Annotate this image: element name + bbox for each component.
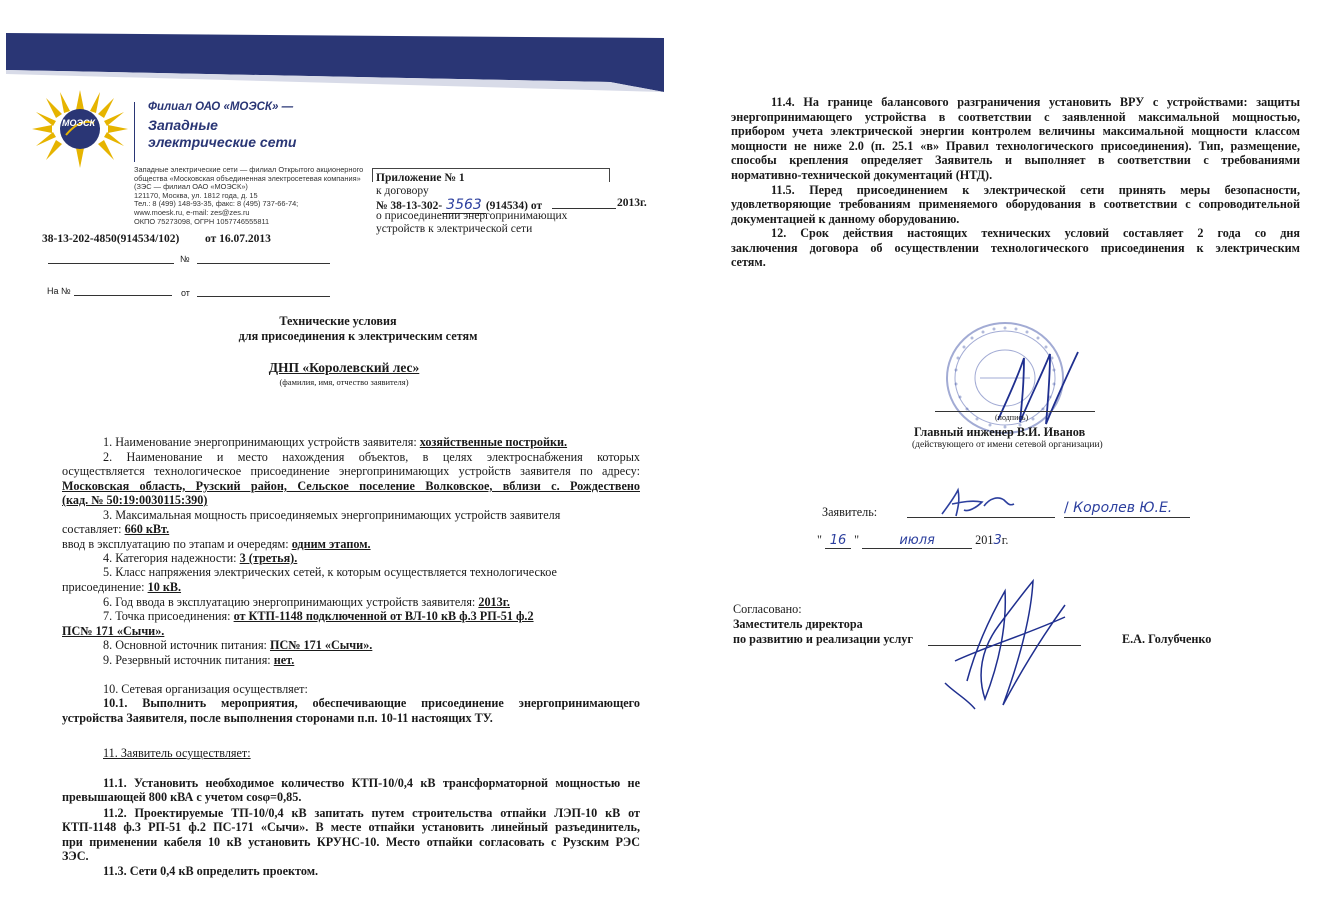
engineer-signature-line [935,411,1095,412]
applicant-label: Заявитель: [822,505,878,519]
item-10-1-line-1: 10.1. Выполнить мероприятия, обеспечивающие присоединение энергопринимающего [103,696,640,710]
moesk-logo-icon [30,88,130,170]
org-address: Западные электрические сети — филиал Открытого акционерного общества «Московская объединенная электросетевая компания» (ЗЭС — филиал ОАО «МОЭСК») 121170, Москва, ул. 1812 года, д. 15 Тел.: 8 (499) 148-93-35, факс: 8 (495) 737-66-74; www.moesk.ru, e-mail: zes@zes.ru ОКПО 75273098, ОГРН 1057746555811 [134,165,364,226]
p11-5-line-3: документацией к данному оборудованию. [731,212,960,226]
p11-5-line-2: удовлетворяющие требованиям применяемого оборудования в соответствии с сопроводительной [731,197,1300,211]
reg-number: 38-13-202-4850(914534/102) [42,233,180,245]
p11-4-line-3: прибором учета электрической энергии контролем величины максимальной мощности классом [731,124,1300,138]
item-6: 6. Год ввода в эксплуатацию энергопринимающих устройств заявителя: 2013г. [103,595,510,609]
no-label: № [180,254,190,264]
p12-line-1: 12. Срок действия настоящих технических условий составляет 2 года со дня [771,226,1300,240]
item-2-line-3: Московская область, Рузский район, Сельское поселение Волковское, вблизи с. Рождествено [62,479,640,493]
item-10: 10. Сетевая организация осуществляет: [103,682,308,696]
appendix-line-5: устройств к электрической сети [376,223,533,235]
p11-4-line-2: энергопринимающего устройства в соответствии с заявленной максимальной мощностью, [731,110,1300,124]
applicant-caption: (фамилия, имя, отчество заявителя) [279,377,409,387]
item-11-2-line-2: КТП-1148 ф.3 РП-51 ф.2 ПС-171 «Сычи». В месте отпайки установить линейный разъединитель, [62,820,640,834]
org-line-1: Филиал ОАО «МОЭСК» — [148,101,294,113]
item-7-line-2: ПС№ 171 «Сычи». [62,624,165,638]
blank-line-3 [74,295,172,296]
ot-label: от [181,288,190,298]
appendix-title: Приложение № 1 [376,172,465,184]
appendix-line-4: о присоединении энергопринимающих [376,210,568,222]
deputy-title-2: по развитию и реализации услуг [733,632,913,646]
item-11-1-line-2: превышающей 800 кВА с учетом cosφ=0,85. [62,790,302,804]
item-2-line-2: осуществляется технологическое присоединение энергопринимающих устройств заявителя по адресу: [62,464,640,478]
applicant-name: ДНП «Королевский лес» [268,360,420,375]
engineer-name: Главный инженер В.И. Иванов [914,425,1086,439]
appendix-line-2: к договору [376,185,429,197]
blank-line-4 [197,296,330,297]
p12-line-3: сетям. [731,255,766,269]
item-10-1-line-2: устройства Заявителя, после выполнения сторонами п.п. 10-11 настоящих ТУ. [62,711,493,725]
item-8: 8. Основной источник питания: ПС№ 171 «Сычи». [103,638,373,652]
item-4: 4. Категория надежности: 3 (третья). [103,551,298,565]
applicant-signature-icon [938,486,1018,520]
appendix-bracket-left [372,168,374,182]
item-2-line-1: 2. Наименование и место нахождения объектов, в целях электроснабжения которых [103,450,640,464]
logo-text: МОЭСК [62,118,95,128]
org-line-3: электрические сети [148,134,297,150]
p11-4-line-6: нормативно-технической документаций (НТД). [731,168,993,182]
date-month: июля [862,533,972,549]
item-11-2-line-4: ЗЭС. [62,849,89,863]
applicant-hand-name: / Королев Ю.Е. [1064,500,1173,516]
item-3-line-2: составляет: 660 кВт. [62,522,170,536]
logo-divider [134,102,135,162]
appendix-bracket-right [609,168,611,182]
p12-line-2: заключения договора об осуществлении технологического присоединения к электрическим [731,241,1300,255]
reg-date: от 16.07.2013 [205,233,271,245]
na-label: На № [47,286,71,296]
date-day: 16 [825,533,851,549]
org-line-2: Западные [148,117,218,133]
blank-line-2 [197,263,330,264]
engineer-caption: (действующего от имени сетевой организации) [912,440,1103,450]
appendix-number: № 38-13-302- 3563 (914534) от [376,197,543,213]
deputy-title-1: Заместитель директора [733,617,863,631]
item-11-2-line-1: 11.2. Проектируемые ТП-10/0,4 кВ запитать путем строительства отпайки ЛЭП-10 кВ от [103,806,640,820]
header-band [6,30,668,95]
p11-4-line-4: мощности не ниже 2.0 (п. 25.1 «в» Правил технологического присоединения). Тип, размещение, [731,139,1300,153]
applicant-signature-line [907,517,1055,518]
appendix-year: 2013г. [617,197,647,209]
item-5-line-2: присоединение: 10 кВ. [62,580,182,594]
doc-title-1: Технические условия [279,314,397,328]
item-2-line-4: (кад. № 50:19:0030115:390) [62,493,208,507]
item-11-1-line-1: 11.1. Установить необходимое количество КТП-10/0,4 кВ трансформаторной мощностью не [103,776,640,790]
item-1: 1. Наименование энергопринимающих устройств заявителя: хозяйственные постройки. [103,435,568,449]
applicant-date: " 16 " июля 2013г. [817,533,1009,548]
blank-line-1 [48,263,174,264]
appendix-number-handwritten: 3563 [442,197,486,214]
item-7-line-1: 7. Точка присоединения: от КТП-1148 подключенной от ВЛ-10 кВ ф.3 РП-51 ф.2 [103,609,534,623]
applicant-name-line [1064,517,1190,518]
item-11-3: 11.3. Сети 0,4 кВ определить проектом. [103,864,319,878]
doc-title-2: для присоединения к электрическим сетям [238,329,478,343]
item-9: 9. Резервный источник питания: нет. [103,653,295,667]
deputy-name: Е.А. Голубченко [1122,632,1212,646]
item-3-line-1: 3. Максимальная мощность присоединяемых энергопринимающих устройств заявителя [103,508,561,522]
agreed-label: Согласовано: [733,602,802,616]
item-11-2-line-3: при применении кабеля 10 кВ установить КРУНС-10. Место отпайки согласовать с Рузским РЭС [62,835,640,849]
appendix-date-line [552,208,616,209]
p11-5-line-1: 11.5. Перед присоединением к электрической сети принять меры безопасности, [771,183,1300,197]
item-3-stages: ввод в эксплуатацию по этапам и очередям: одним этапом. [62,537,371,551]
engineer-signature-caption: (подпись) [995,413,1029,422]
p11-4-line-1: 11.4. На границе балансового разграничения установить ВРУ с устройствами: защиты [771,95,1300,109]
item-11: 11. Заявитель осуществляет: [103,746,251,760]
item-5-line-1: 5. Класс напряжения электрических сетей, к которым осуществляется технологическое [103,565,557,579]
deputy-signature-icon [915,565,1080,715]
p11-4-line-5: способы крепления определяет Заявитель и выполняет в соответствии с требованиями [731,153,1300,167]
appendix-bracket-top [372,168,610,170]
date-year-hand: 3 [993,533,1002,548]
